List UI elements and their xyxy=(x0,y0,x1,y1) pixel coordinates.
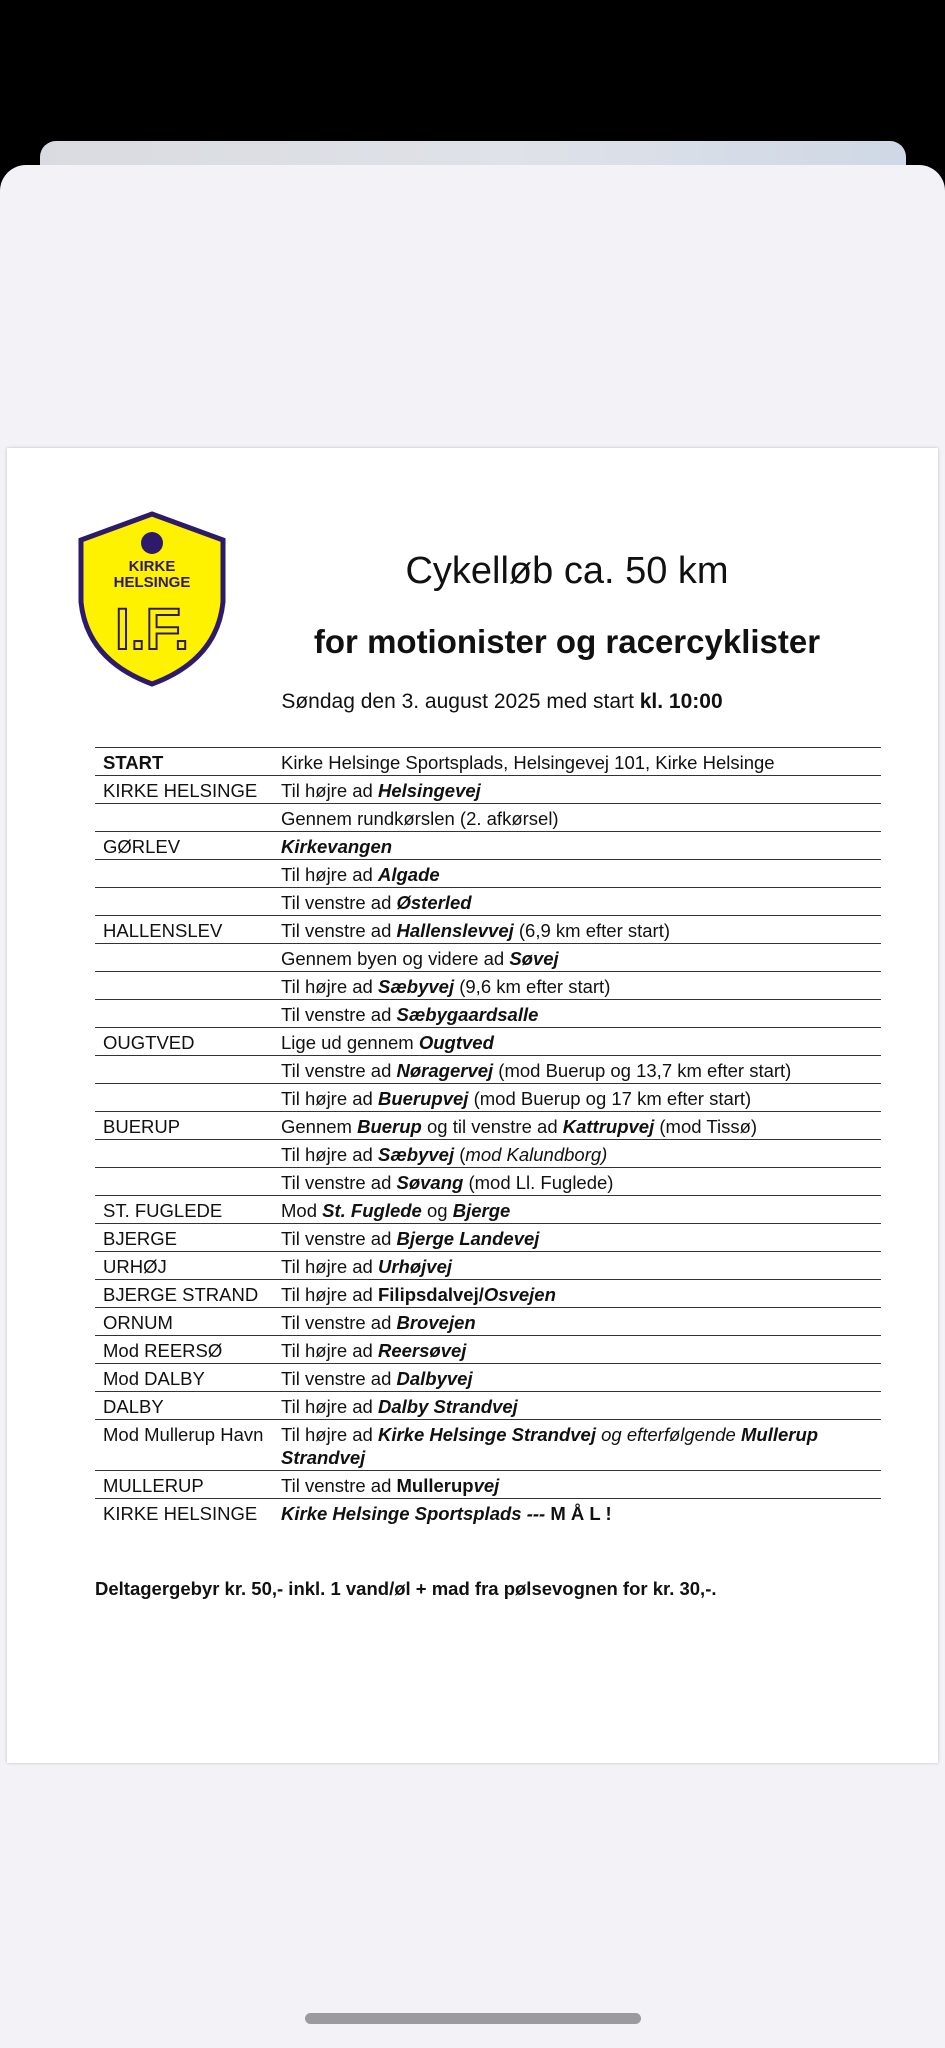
direction-text: Til højre ad xyxy=(281,780,378,801)
route-row xyxy=(95,1499,881,1527)
route-place: Mod Mullerup Havn xyxy=(95,1420,273,1471)
route-direction xyxy=(273,1196,881,1224)
direction-text: Til venstre ad xyxy=(281,1004,397,1025)
document-title: Cykelløb ca. 50 km xyxy=(405,550,729,592)
direction-text: Kattrupvej xyxy=(562,1116,655,1137)
direction-text: Kirke Helsinge Strandvej xyxy=(377,1424,596,1445)
route-row xyxy=(95,1280,881,1308)
route-row xyxy=(95,832,881,860)
direction-text: Kirkevangen xyxy=(281,836,393,857)
route-row xyxy=(95,972,881,1000)
route-direction xyxy=(273,916,881,944)
route-row xyxy=(95,1336,881,1364)
route-place: OUGTVED xyxy=(95,1028,273,1056)
direction-text: Til højre ad xyxy=(281,1284,378,1305)
route-place xyxy=(95,1056,273,1084)
direction-text: Til venstre ad xyxy=(281,1475,397,1496)
route-place: Mod REERSØ xyxy=(95,1336,273,1364)
route-place: HALLENSLEV xyxy=(95,916,273,944)
route-row xyxy=(95,1112,881,1140)
direction-text: Hallenslevvej xyxy=(396,920,514,941)
direction-text: Helsingevej xyxy=(377,780,481,801)
route-place xyxy=(95,1000,273,1028)
direction-text: mod Kalundborg) xyxy=(465,1144,608,1165)
logo-line1: KIRKE xyxy=(128,558,176,575)
logo-line2: HELSINGE xyxy=(113,574,191,591)
route-row xyxy=(95,1420,881,1471)
route-row xyxy=(95,748,881,776)
route-direction xyxy=(273,972,881,1000)
direction-text: og efterfølgende xyxy=(595,1424,741,1445)
route-direction xyxy=(273,1224,881,1252)
route-row xyxy=(95,1056,881,1084)
direction-text: (mod Buerup og 17 km efter start) xyxy=(468,1088,752,1109)
logo-initials: I.F. xyxy=(114,597,190,660)
direction-text: Mod xyxy=(281,1200,323,1221)
direction-text: Urhøjvej xyxy=(377,1256,453,1277)
route-place xyxy=(95,888,273,916)
route-row xyxy=(95,1000,881,1028)
direction-text: ( xyxy=(454,1144,466,1165)
route-direction xyxy=(273,1000,881,1028)
route-direction xyxy=(273,1420,881,1471)
route-place: DALBY xyxy=(95,1392,273,1420)
route-direction xyxy=(273,1168,881,1196)
direction-text: Brovejen xyxy=(396,1312,476,1333)
direction-text: og xyxy=(421,1200,453,1221)
direction-text: Buerup xyxy=(357,1116,422,1137)
route-place: BJERGE xyxy=(95,1224,273,1252)
route-row xyxy=(95,776,881,804)
route-direction xyxy=(273,1280,881,1308)
direction-text: Til venstre ad xyxy=(281,1060,397,1081)
route-row xyxy=(95,1168,881,1196)
route-place: GØRLEV xyxy=(95,832,273,860)
route-place xyxy=(95,804,273,832)
document-subtitle: for motionister og racercyklister xyxy=(313,623,821,660)
route-row xyxy=(95,1084,881,1112)
direction-text: Til venstre ad xyxy=(281,892,397,913)
direction-text: Osvejen xyxy=(483,1284,556,1305)
direction-text: Sæbyvej xyxy=(377,1144,455,1165)
route-direction xyxy=(273,1471,881,1499)
route-direction xyxy=(273,1140,881,1168)
route-direction xyxy=(273,804,881,832)
direction-text: Gennem byen og videre ad xyxy=(281,948,510,969)
route-direction xyxy=(273,1308,881,1336)
route-place xyxy=(95,1084,273,1112)
direction-text: (mod Buerup og 13,7 km efter start) xyxy=(493,1060,792,1081)
route-row xyxy=(95,1140,881,1168)
route-row xyxy=(95,1364,881,1392)
direction-text: Reersøvej xyxy=(377,1340,467,1361)
direction-text: M Å L ! xyxy=(550,1503,612,1524)
route-direction xyxy=(273,1112,881,1140)
route-row xyxy=(95,1252,881,1280)
route-place: START xyxy=(95,748,273,776)
route-place: KIRKE HELSINGE xyxy=(95,776,273,804)
direction-text: Til venstre ad xyxy=(281,1312,397,1333)
route-direction xyxy=(273,1252,881,1280)
direction-text: (6,9 km efter start) xyxy=(513,920,671,941)
route-place: URHØJ xyxy=(95,1252,273,1280)
fee-note: Deltagergebyr kr. 50,- inkl. 1 vand/øl + mad fra pølsevognen for kr. 30,-. xyxy=(95,1578,717,1599)
direction-text: Buerupvej xyxy=(377,1088,469,1109)
direction-text: Til højre ad xyxy=(281,864,378,885)
route-direction xyxy=(273,832,881,860)
club-logo xyxy=(77,510,227,687)
route-row xyxy=(95,888,881,916)
route-direction xyxy=(273,944,881,972)
route-place xyxy=(95,972,273,1000)
direction-text: og til venstre ad xyxy=(421,1116,563,1137)
direction-text: Ougtved xyxy=(418,1032,494,1053)
direction-text: Filipsdalvej/ xyxy=(377,1284,484,1305)
route-direction xyxy=(273,1499,881,1527)
direction-text: Til højre ad xyxy=(281,1088,378,1109)
direction-text: Til højre ad xyxy=(281,1256,378,1277)
route-row xyxy=(95,1196,881,1224)
route-direction xyxy=(273,860,881,888)
route-direction xyxy=(273,1336,881,1364)
route-direction xyxy=(273,1364,881,1392)
direction-text: Bjerge xyxy=(452,1200,511,1221)
direction-text: Mullerup xyxy=(396,1475,474,1496)
route-direction xyxy=(273,888,881,916)
route-direction xyxy=(273,776,881,804)
route-direction xyxy=(273,1028,881,1056)
route-row xyxy=(95,1308,881,1336)
home-indicator xyxy=(305,2013,641,2024)
direction-text: Dalbyvej xyxy=(396,1368,473,1389)
direction-text: Til venstre ad xyxy=(281,1368,397,1389)
direction-text: Til højre ad xyxy=(281,1340,378,1361)
route-place: ORNUM xyxy=(95,1308,273,1336)
route-place: BJERGE STRAND xyxy=(95,1280,273,1308)
date-text: Søndag den 3. august 2025 med start xyxy=(281,690,634,713)
direction-text: Sæbygaardsalle xyxy=(396,1004,539,1025)
direction-text: Dalby Strandvej xyxy=(377,1396,518,1417)
direction-text: Gennem rundkørslen (2. afkørsel) xyxy=(281,808,559,829)
route-row xyxy=(95,916,881,944)
direction-text: Til højre ad xyxy=(281,1396,378,1417)
direction-text: Østerled xyxy=(396,892,472,913)
direction-text: Nøragervej xyxy=(396,1060,494,1081)
direction-text: Kirke Helsinge Sportsplads --- xyxy=(281,1503,551,1524)
route-place xyxy=(95,944,273,972)
route-row xyxy=(95,1028,881,1056)
direction-text: Algade xyxy=(377,864,440,885)
direction-text: Til venstre ad xyxy=(281,1172,397,1193)
direction-text: Til højre ad xyxy=(281,1144,378,1165)
direction-text: Søvang xyxy=(396,1172,464,1193)
direction-text: Kirke Helsinge Sportsplads, Helsingevej 101, Kirke Helsinge xyxy=(281,752,775,773)
route-row xyxy=(95,1224,881,1252)
route-row xyxy=(95,1471,881,1499)
route-direction xyxy=(273,748,881,776)
route-direction xyxy=(273,1392,881,1420)
route-place: ST. FUGLEDE xyxy=(95,1196,273,1224)
route-row xyxy=(95,804,881,832)
start-time: kl. 10:00 xyxy=(639,690,723,713)
direction-text: Til højre ad xyxy=(281,1424,378,1445)
direction-text: (mod Tissø) xyxy=(654,1116,758,1137)
direction-text: Søvej xyxy=(509,948,559,969)
direction-text: (9,6 km efter start) xyxy=(454,976,611,997)
route-place xyxy=(95,1140,273,1168)
direction-text: Mullerup Strandvej xyxy=(281,1424,819,1468)
route-place: KIRKE HELSINGE xyxy=(95,1499,273,1527)
route-place: MULLERUP xyxy=(95,1471,273,1499)
route-row xyxy=(95,860,881,888)
date-line xyxy=(192,690,812,714)
route-row xyxy=(95,944,881,972)
route-row xyxy=(95,1392,881,1420)
document-page xyxy=(7,448,938,1763)
direction-text: Til venstre ad xyxy=(281,1228,397,1249)
route-place: BUERUP xyxy=(95,1112,273,1140)
direction-text: vej xyxy=(473,1475,500,1496)
direction-text: Til venstre ad xyxy=(281,920,397,941)
direction-text: Gennem xyxy=(281,1116,358,1137)
route-table xyxy=(95,747,881,1526)
direction-text: (mod Ll. Fuglede) xyxy=(463,1172,614,1193)
direction-text: Til højre ad xyxy=(281,976,378,997)
route-direction xyxy=(273,1084,881,1112)
direction-text: St. Fuglede xyxy=(322,1200,422,1221)
route-place xyxy=(95,1168,273,1196)
direction-text: Bjerge Landevej xyxy=(396,1228,540,1249)
direction-text: Lige ud gennem xyxy=(281,1032,419,1053)
direction-text: Sæbyvej xyxy=(377,976,455,997)
route-place xyxy=(95,860,273,888)
route-place: Mod DALBY xyxy=(95,1364,273,1392)
route-direction xyxy=(273,1056,881,1084)
